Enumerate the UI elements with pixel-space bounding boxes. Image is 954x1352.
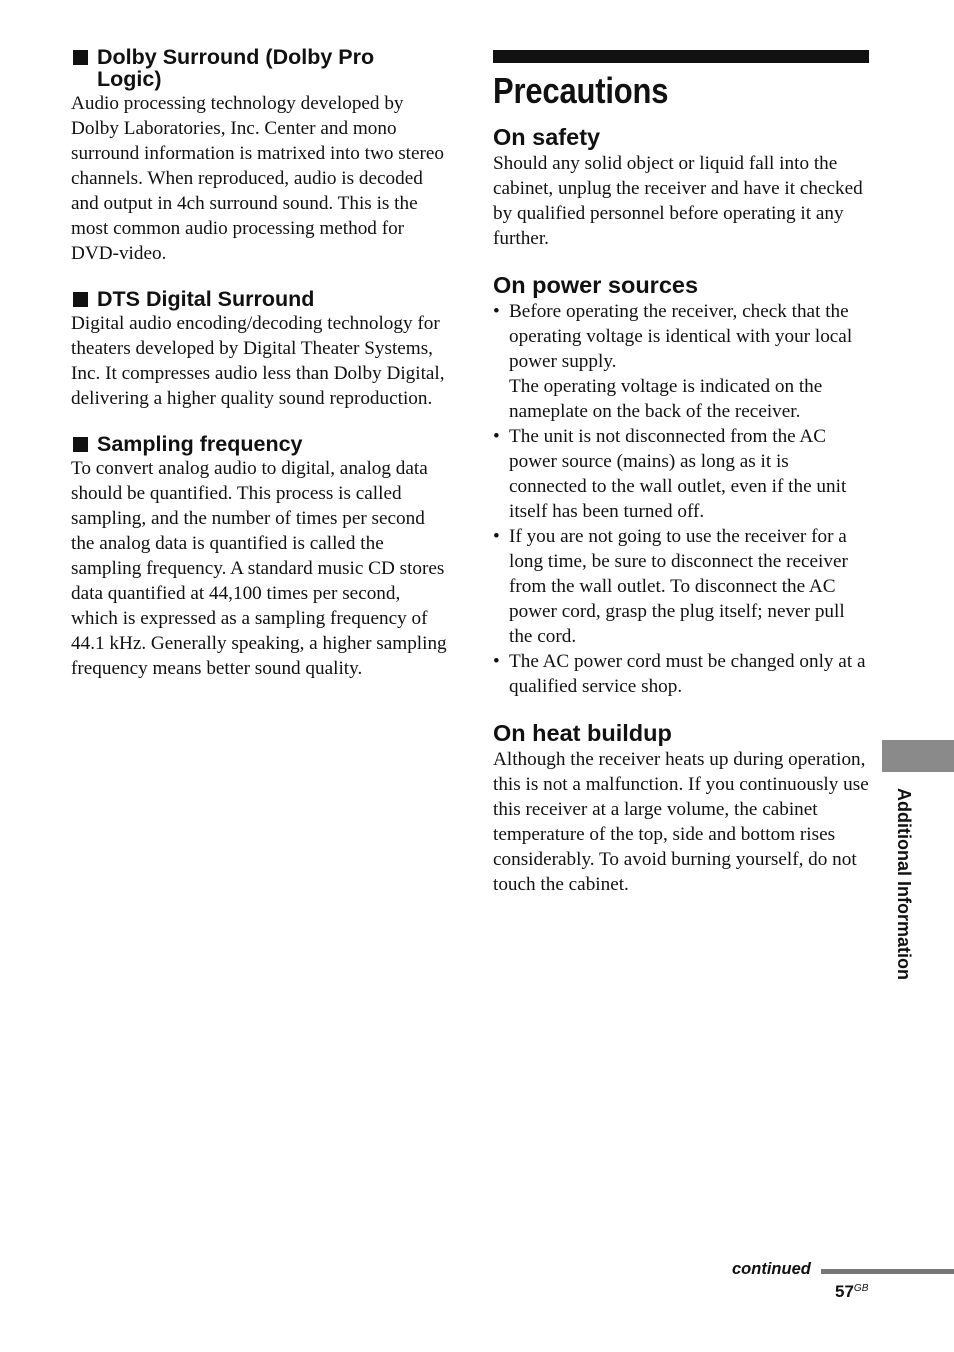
section-safety <box>493 123 869 251</box>
bullet-dot-icon: • <box>493 651 500 672</box>
bullet-dot-icon: • <box>493 526 500 547</box>
section-body: Should any solid object or liquid fall into the cabinet, unplug the receiver and have it checked by qualified personnel before operating it any further. <box>493 153 863 249</box>
term-body: To convert analog audio to digital, analog data should be quantified. This process is called sampling, and the number of times per second the analog data is quantified is called the sampling frequency. A standard music CD stores data quantified at 44,100 times per second, which is expressed as a sampling frequency of 44.1 kHz. Generally speaking, a higher sampling frequency means better sound quality. <box>71 458 447 679</box>
section-power-sources <box>493 271 869 699</box>
page-title: Precautions <box>493 70 669 111</box>
precautions-column <box>493 50 869 897</box>
list-item-subtext: The operating voltage is indicated on the nameplate on the back of the receiver. <box>509 376 823 422</box>
bullet-dot-icon: • <box>493 301 500 322</box>
term-heading <box>71 433 447 455</box>
section-body: Although the receiver heats up during operation, this is not a malfunction. If you continuously use this receiver at a large volume, the cabinet temperature of the top, side and bottom rises considerably. To avoid burning yourself, do not touch the cabinet. <box>493 749 869 895</box>
term-heading-line1: Dolby Surround (Dolby Pro <box>97 45 375 69</box>
side-tab-marker <box>882 740 954 772</box>
page-number-suffix: GB <box>853 1283 869 1294</box>
bullet-dot-icon: • <box>493 426 500 447</box>
term-body: Digital audio encoding/decoding technology for theaters developed by Digital Theater Systems, Inc. It compresses audio less than Dolby Digital, delivering a higher quality sound reproduction. <box>71 313 445 409</box>
list-item-text: If you are not going to use the receiver for a long time, be sure to disconnect the receiver from the wall outlet. To disconnect the AC power cord, grasp the plug itself; never pull the cord. <box>509 526 848 647</box>
term-heading <box>71 288 447 310</box>
title-rule <box>493 50 869 63</box>
section-heat-buildup <box>493 719 869 897</box>
page-number <box>835 1282 868 1302</box>
section-heading: On power sources <box>493 272 699 298</box>
glossary-column <box>71 46 447 703</box>
square-bullet-icon <box>73 50 88 65</box>
side-tab-label: Additional Information <box>894 788 914 980</box>
glossary-term-dolby-surround <box>71 46 447 266</box>
section-heading: On heat buildup <box>493 720 672 746</box>
square-bullet-icon <box>73 292 88 307</box>
list-item <box>493 649 869 699</box>
list-item <box>493 424 869 524</box>
list-item-text: Before operating the receiver, check that the operating voltage is identical with your local power supply. <box>509 301 853 372</box>
list-item <box>493 299 869 424</box>
section-heading: On safety <box>493 124 601 150</box>
page-number-value: 57 <box>835 1282 854 1301</box>
list-item-text: The AC power cord must be changed only at a qualified service shop. <box>509 651 866 697</box>
glossary-term-dts <box>71 288 447 411</box>
list-item-text: The unit is not disconnected from the AC power source (mains) as long as it is connected to the wall outlet, even if the unit itself has been turned off. <box>509 426 847 522</box>
term-heading-line1: Sampling frequency <box>97 432 303 456</box>
term-heading-line1: DTS Digital Surround <box>97 287 315 311</box>
term-body: Audio processing technology developed by Dolby Laboratories, Inc. Center and mono surround information is matrixed into two stereo channels. When reproduced, audio is decoded and output in 4ch surround sound. This is the most common audio processing method for DVD-video. <box>71 93 445 264</box>
power-bullet-list <box>493 299 869 699</box>
term-heading-line2: Logic) <box>97 67 162 91</box>
glossary-term-sampling-frequency <box>71 433 447 681</box>
square-bullet-icon <box>73 437 88 452</box>
list-item <box>493 524 869 649</box>
continued-label: continued <box>732 1260 811 1278</box>
continued-rule <box>821 1269 954 1274</box>
term-heading <box>71 46 447 90</box>
